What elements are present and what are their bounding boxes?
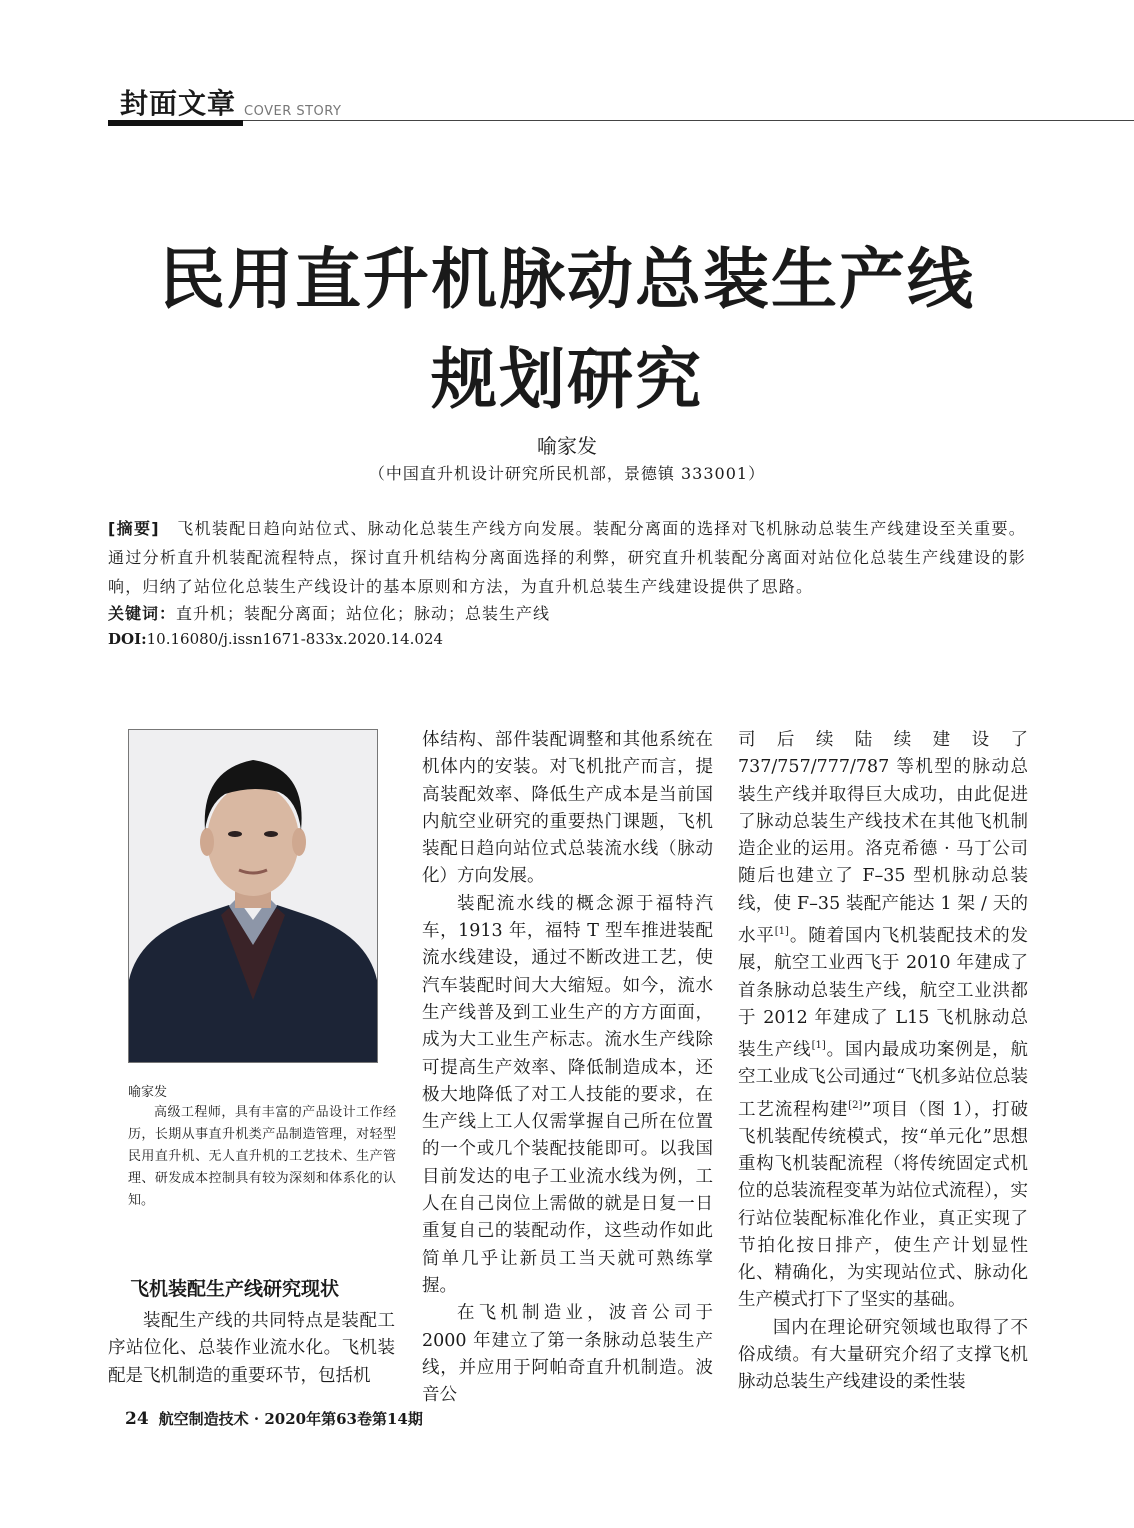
bio-text: 高级工程师，具有丰富的产品设计工作经历，长期从事直升机类产品制造管理，对轻型民用直升机、无人直升机的工艺技术、生产管理、研发成本控制具有较为深刻和体系化的认知。 xyxy=(128,1105,396,1208)
header-rule-thick xyxy=(108,120,243,126)
author-photo xyxy=(128,729,378,1063)
bio-name: 喻家发 xyxy=(128,1085,168,1100)
keywords-text: 直升机；装配分离面；站位化；脉动；总装生产线 xyxy=(176,604,551,623)
section-label-en: COVER STORY xyxy=(244,104,342,119)
article-title-line1: 民用直升机脉动总装生产线 xyxy=(159,240,975,318)
page-footer xyxy=(125,1408,423,1429)
keywords xyxy=(108,601,550,624)
paragraph: 装配生产线的共同特点是装配工序站位化、总装作业流水化。飞机装配是飞机制造的重要环节，包括机 xyxy=(108,1311,395,1386)
abstract-text: 飞机装配日趋向站位式、脉动化总装生产线方向发展。装配分离面的选择对飞机脉动总装生产线建设至关重要。通过分析直升机装配流程特点，探讨直升机结构分离面选择的利弊，研究直升机装配分离面对站位化总装生产线建设的影响，归纳了站位化总装生产线设计的基本原则和方法，为直升机总装生产线建设提供了思路。 xyxy=(108,519,1026,596)
journal-info: 航空制造技术 · 2020年第63卷第14期 xyxy=(158,1410,423,1428)
abstract xyxy=(108,514,1026,601)
header-rule-thin xyxy=(243,120,1134,121)
paragraph: 装配流水线的概念源于福特汽车，1913 年，福特 T 型车推进装配流水线建设，通过不断改进工艺，使汽车装配时间大大缩短。如今，流水生产线普及到工业生产的方方面面，成为大工业生产标志。流水生产线除可提高生产效率、降低制造成本，还极大地降低了对工人技能的要求，在生产线上工人仅需掌握自己所在位置的一个或几个装配技能即可。以我国目前发达的电子工业流水线为例，工人在自己岗位上需做的就是日复一日重复自己的装配动作，这些动作如此简单几乎让新员工当天就可熟练掌握。 xyxy=(422,893,713,1296)
doi-value: 10.16080/j.issn1671-833x.2020.14.024 xyxy=(146,630,444,648)
keywords-label: 关键词： xyxy=(108,604,177,623)
paragraph: 在飞机制造业，波音公司于 2000 年建立了第一条脉动总装生产线，并应用于阿帕奇直升机制造。波音公 xyxy=(422,1303,713,1406)
section-label: 封面文章 xyxy=(120,87,237,120)
doi xyxy=(108,630,443,648)
citation: [1] xyxy=(774,926,789,938)
paragraph: 体结构、部件装配调整和其他系统在机体内的安装。对飞机批产而言，提高装配效率、降低生产成本是当前国内航空业研究的重要热门课题，飞机装配日趋向站位式总装流水线（脉动化）方向发展。 xyxy=(422,730,713,887)
author-affiliation: （中国直升机设计研究所民机部，景德镇 333001） xyxy=(368,464,766,483)
body-column-1 xyxy=(108,1308,395,1390)
body-column-2 xyxy=(422,727,713,1409)
page-number: 24 xyxy=(125,1409,149,1429)
citation: [1] xyxy=(811,1040,826,1052)
article-title-line2: 规划研究 xyxy=(431,340,703,418)
body-column-3 xyxy=(738,727,1028,1397)
paragraph: 国内在理论研究领域也取得了不俗成绩。有大量研究介绍了支撑飞机脉动总装生产线建设的柔性装 xyxy=(738,1317,1028,1393)
abstract-label: [摘要] xyxy=(108,519,160,538)
section-heading: 飞机装配生产线研究现状 xyxy=(130,1278,340,1300)
paragraph: 司后续陆续建设了 737/757/777/787 等机型的脉动总装生产线并取得巨大成功，由此促进了脉动总装生产线技术在其他飞机制造企业的运用。洛克希德 · 马丁公司随后也建立了 F–35 型机脉动总装线，使 F–35 装配产能达 1 架 / 天的水平[1]。随着国内飞机装配技术的发展，航空工业西飞于 2010 年建成了首条脉动总装生产线，航空工业洪都于 2012 年建成了 L15 飞机脉动总装生产线[1]。国内最成功案例是，航空工业成飞公司通过“飞机多站位总装工艺流程构建[2]”项目（图 1），打破飞机装配传统模式，按“单元化”思想重构飞机装配流程（将传统固定式机位的总装流程变革为站位式流程），实行站位装配标准化作业，真正实现了节拍化按日排产，使生产计划显性化、精确化，为实现站位式、脉动化生产模式打下了坚实的基础。 xyxy=(738,730,1029,1311)
author-name: 喻家发 xyxy=(537,434,597,458)
doi-label: DOI: xyxy=(108,630,147,648)
citation: [2] xyxy=(848,1099,863,1111)
